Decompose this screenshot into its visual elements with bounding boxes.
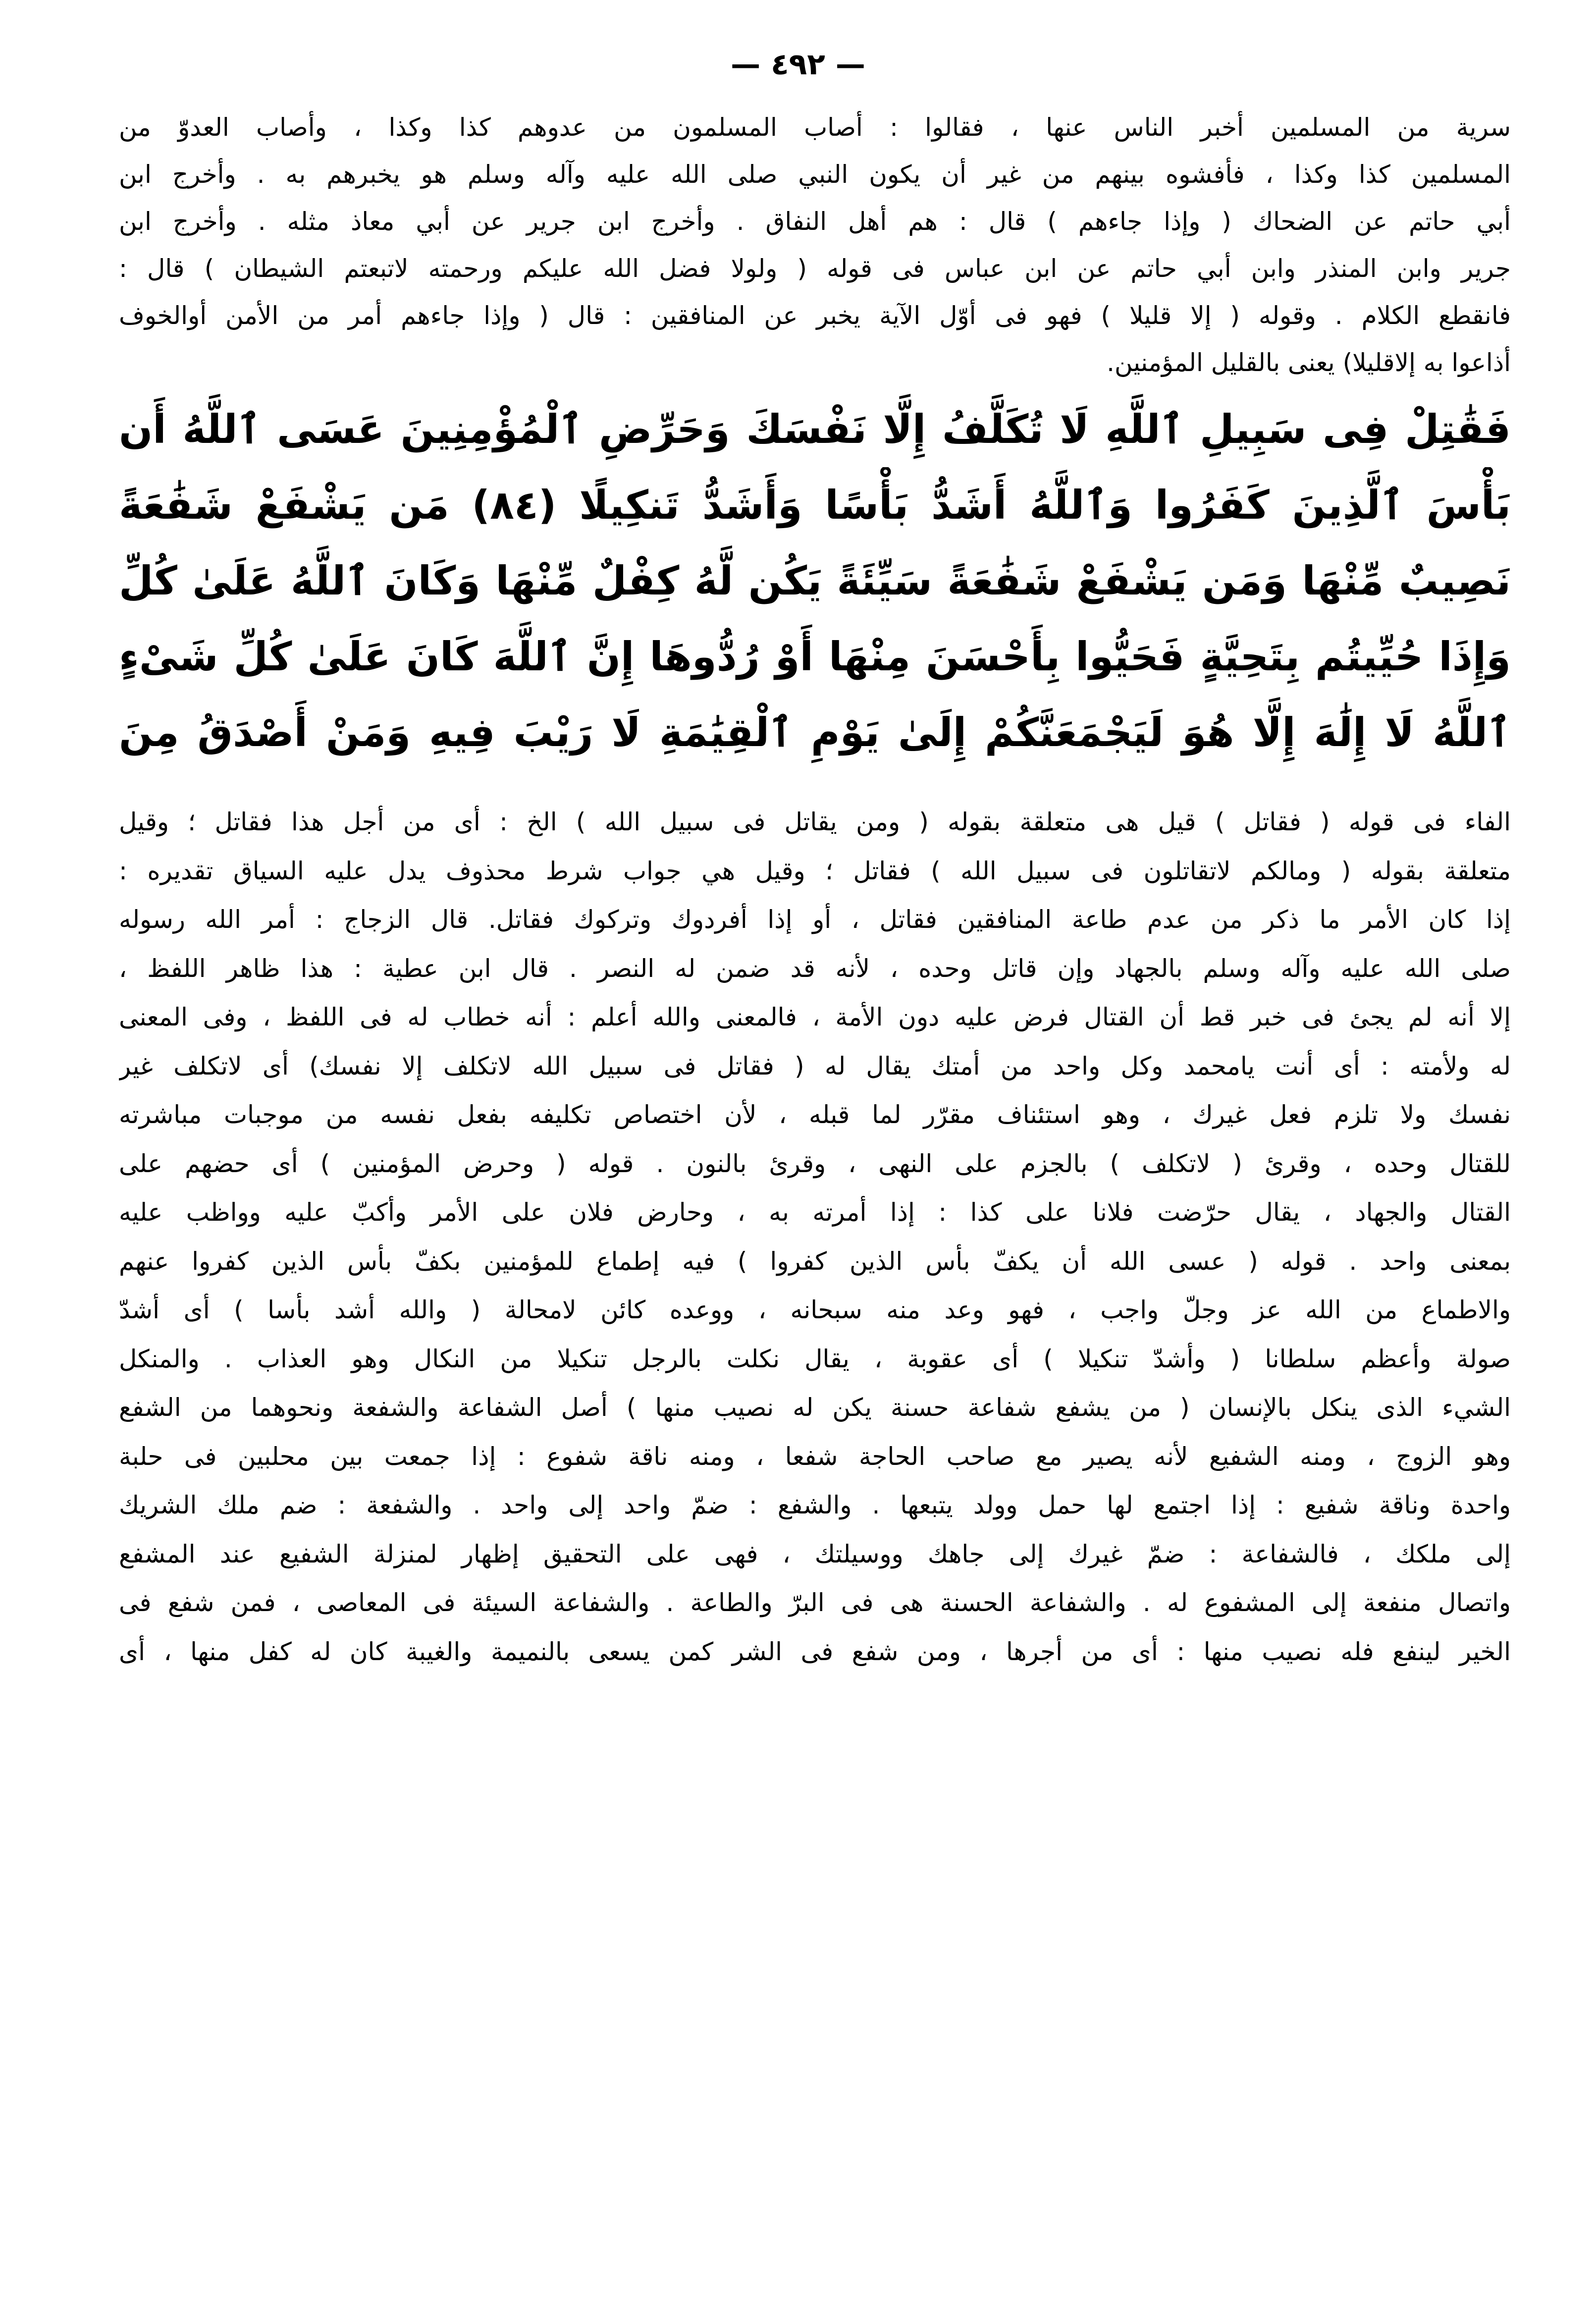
text-line: واحدة وناقة شفيع : إذا اجتمع لها حمل وولد يتبعها . والشفع : ضمّ واحد إلى واحد . والشفعة : ضم ملك الشريك [119, 1491, 1511, 1519]
text-line: نفسك ولا تلزم فعل غيرك ، وهو استئناف مقرّر لما قبله ، لأن اختصاص تكليفه بفعل نفسه من موجبات مباشرته [119, 1100, 1511, 1129]
verse-line: ٱللَّهُ لَا إِلَٰهَ إِلَّا هُوَ لَيَجْمَعَنَّكُمْ إِلَىٰ يَوْمِ ٱلْقِيَٰمَةِ لَا رَيْبَ فِيهِ وَمَنْ أَصْدَقُ مِنَ [119, 709, 1511, 755]
text-line: القتال والجهاد ، يقال حرّضت فلانا على كذا : إذا أمرته به ، وحارض فلان على الأمر وأكبّ عليه وواظب عليه [119, 1198, 1511, 1227]
text-line: المسلمين كذا وكذا ، فأفشوه بينهم من غير أن يكون النبي صلى الله عليه وآله وسلم هو يخبرهم به . وأخرج ابن [119, 160, 1511, 189]
text-line: أذاعوا به إلاقليلا) يعنى بالقليل المؤمنين. [1107, 348, 1511, 377]
text-line: صولة وأعظم سلطانا ( وأشدّ تنكيلا ) أى عقوبة ، يقال نكلت بالرجل تنكيلا من النكال وهو العذاب . والمنكل [119, 1344, 1511, 1373]
text-line: وهو الزوج ، ومنه الشفيع لأنه يصير مع صاحب الحاجة شفعا ، ومنه ناقة شفوع : إذا جمعت بين محلبين فى حلبة [119, 1442, 1511, 1471]
text-line: الخير لينفع فله نصيب منها : أى من أجرها ، ومن شفع فى الشر كمن يسعى بالنميمة والغيبة كان له كفل منها ، أى [119, 1637, 1511, 1666]
text-line: جرير وابن المنذر وابن أبي حاتم عن ابن عباس فى قوله ( ولولا فضل الله عليكم ورحمته لاتبعتم الشيطان ) قال : [119, 254, 1511, 283]
text-line: صلى الله عليه وآله وسلم بالجهاد وإن قاتل وحده ، لأنه قد ضمن له النصر . قال ابن عطية : هذا ظاهر اللفظ ، [119, 954, 1511, 983]
verse-line: نَصِيبٌ مِّنْهَا وَمَن يَشْفَعْ شَفَٰعَةً سَيِّئَةً يَكُن لَّهُ كِفْلٌ مِّنْهَا وَكَانَ ٱللَّهُ عَلَىٰ كُلِّ [119, 558, 1511, 604]
verse-line: بَأْسَ ٱلَّذِينَ كَفَرُوا وَٱللَّهُ أَشَدُّ بَأْسًا وَأَشَدُّ تَنكِيلًا (٨٤) مَن يَشْفَعْ شَفَٰعَةً [119, 482, 1511, 528]
text-line: الفاء فى قوله ( فقاتل ) قيل هى متعلقة بقوله ( ومن يقاتل فى سبيل الله ) الخ : أى من أجل هذا فقاتل ؛ وقيل [119, 808, 1511, 836]
text-line: أبي حاتم عن الضحاك ( وإذا جاءهم ) قال : هم أهل النفاق . وأخرج ابن جرير عن أبي معاذ مثله . وأخرج ابن [119, 207, 1511, 236]
commentary-paragraph [119, 798, 1511, 1676]
text-line: له ولأمته : أى أنت يامحمد وكل واحد من أمتك يقال له ( فقاتل فى سبيل الله لاتكلف إلا نفسك) أى لاتكلف غير [119, 1051, 1511, 1080]
text-line: والاطماع من الله عز وجلّ واجب ، فهو وعد منه سبحانه ، ووعده كائن لامحالة ( والله أشد بأسا ) أى أشدّ [119, 1295, 1511, 1324]
text-line: واتصال منفعة إلى المشفوع له . والشفاعة الحسنة هى فى البرّ والطاعة . والشفاعة السيئة فى المعاصى ، فمن شفع فى [119, 1588, 1511, 1617]
page-number: — ٤٩٢ — [731, 47, 865, 82]
quran-verses [119, 391, 1511, 770]
text-line: سرية من المسلمين أخبر الناس عنها ، فقالوا : أصاب المسلمون من عدوهم كذا وكذا ، وأصاب العدوّ من [119, 113, 1511, 142]
text-line: إلا أنه لم يجئ فى خبر قط أن القتال فرض عليه دون الأمة ، فالمعنى والله أعلم : أنه خطاب له فى اللفظ ، وفى المعنى [119, 1003, 1511, 1031]
text-line: إذا كان الأمر ما ذكر من عدم طاعة المنافقين فقاتل ، أو إذا أفردوك وتركوك فقاتل. قال الزجاج : أمر الله رسوله [119, 905, 1511, 934]
text-line: متعلقة بقوله ( ومالكم لاتقاتلون فى سبيل الله ) فقاتل ؛ وقيل هي جواب شرط محذوف يدل عليه السياق تقديره : [119, 856, 1511, 885]
text-line: للقتال وحده ، وقرئ ( لاتكلف ) بالجزم على النهى ، وقرئ بالنون . قوله ( وحرض المؤمنين ) أى حضهم على [119, 1149, 1511, 1178]
text-line: فانقطع الكلام . وقوله ( إلا قليلا ) فهو فى أوّل الآية يخبر عن المنافقين : قال ( وإذا جاءهم أمر من الأمن أوالخوف [119, 301, 1511, 330]
text-line: بمعنى واحد . قوله ( عسى الله أن يكفّ بأس الذين كفروا ) فيه إطماع للمؤمنين بكفّ بأس الذين كفروا عنهم [119, 1246, 1511, 1276]
text-line: الشيء الذى ينكل بالإنسان ( من يشفع شفاعة حسنة يكن له نصيب منها ) أصل الشفاعة والشفعة ونحوهما من الشفع [119, 1393, 1511, 1422]
text-line: إلى ملكك ، فالشفاعة : ضمّ غيرك إلى جاهك ووسيلتك ، فهى على التحقيق إظهار لمنزلة الشفيع عند المشفع [119, 1539, 1511, 1568]
verse-line: فَقَٰتِلْ فِى سَبِيلِ ٱللَّهِ لَا تُكَلَّفُ إِلَّا نَفْسَكَ وَحَرِّضِ ٱلْمُؤْمِنِينَ عَسَى ٱللَّهُ أَن [119, 406, 1511, 452]
intro-paragraph [119, 104, 1511, 386]
verse-line: وَإِذَا حُيِّيتُم بِتَحِيَّةٍ فَحَيُّوا بِأَحْسَنَ مِنْهَا أَوْ رُدُّوهَا إِنَّ ٱللَّهَ كَانَ عَلَىٰ كُلِّ شَىْءٍ [119, 634, 1511, 680]
